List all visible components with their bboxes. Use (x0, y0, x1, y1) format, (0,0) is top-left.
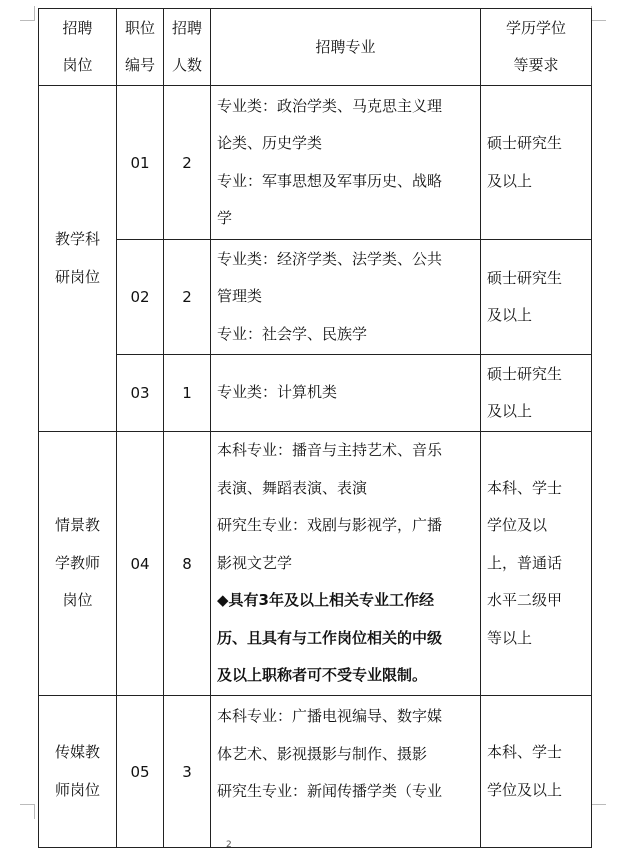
major-cell: 专业类：计算机类 (211, 355, 481, 432)
header-post: 招聘 岗位 (39, 9, 117, 86)
education-cell: 硕士研究生 及以上 (481, 86, 592, 240)
education-cell: 硕士研究生 及以上 (481, 240, 592, 355)
education-cell: 本科、学士 学位及以上 (481, 696, 592, 848)
header-education: 学历学位 等要求 (481, 9, 592, 86)
code-cell: 02 (117, 240, 164, 355)
post-cell-media-teaching: 传媒教 师岗位 (39, 696, 117, 848)
table-row (39, 355, 592, 432)
code-cell: 03 (117, 355, 164, 432)
table-row (39, 696, 592, 848)
code-cell: 05 (117, 696, 164, 848)
major-cell: 专业类：经济学类、法学类、公共 管理类 专业：社会学、民族学 (211, 240, 481, 355)
page-footer-mark: 2 (226, 840, 232, 850)
crop-mark-bottom-left (20, 804, 35, 819)
crop-mark-top-left (20, 6, 35, 21)
major-cell: 本科专业：播音与主持艺术、音乐 表演、舞蹈表演、表演 研究生专业：戏剧与影视学，广播 影视文艺学 ◆具有3年及以上相关专业工作经 历、且具有与工作岗位相关的中级 及以上职称者可不受专业限制。 (211, 432, 481, 696)
education-cell: 硕士研究生 及以上 (481, 355, 592, 432)
table-header-row (39, 9, 592, 86)
code-cell: 04 (117, 432, 164, 696)
table-row (39, 86, 592, 240)
recruitment-table (38, 8, 592, 848)
major-cell: 本科专业：广播电视编导、数字媒 体艺术、影视摄影与制作、摄影 研究生专业：新闻传播学类（专业 (211, 696, 481, 848)
count-cell: 1 (164, 355, 211, 432)
major-cell: 专业类：政治学类、马克思主义理 论类、历史学类 专业：军事思想及军事历史、战略 学 (211, 86, 481, 240)
table-row (39, 240, 592, 355)
count-cell: 8 (164, 432, 211, 696)
count-cell: 2 (164, 86, 211, 240)
crop-mark-top-right (591, 6, 606, 21)
count-cell: 2 (164, 240, 211, 355)
count-cell: 3 (164, 696, 211, 848)
header-major: 招聘专业 (211, 9, 481, 86)
post-cell-scenario-teaching: 情景教 学教师 岗位 (39, 432, 117, 696)
table-row (39, 432, 592, 696)
code-cell: 01 (117, 86, 164, 240)
education-cell: 本科、学士 学位及以 上，普通话 水平二级甲 等以上 (481, 432, 592, 696)
header-code: 职位 编号 (117, 9, 164, 86)
post-cell-teaching-research: 教学科 研岗位 (39, 86, 117, 432)
header-count: 招聘 人数 (164, 9, 211, 86)
crop-mark-bottom-right (591, 804, 606, 819)
